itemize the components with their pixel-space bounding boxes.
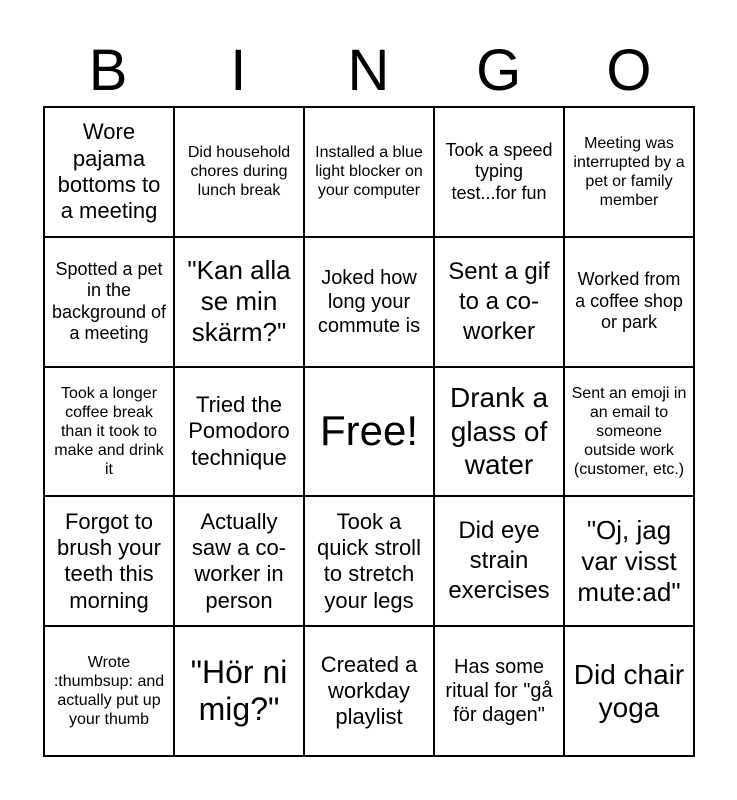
bingo-cell[interactable]: Wrote :thumbsup: and actually put up your thumb — [45, 627, 173, 755]
bingo-cell[interactable]: Meeting was interrupted by a pet or family member — [565, 108, 693, 236]
bingo-cell[interactable]: Forgot to brush your teeth this morning — [45, 497, 173, 625]
header-letter-o: O — [606, 38, 652, 103]
bingo-cell[interactable]: Actually saw a co-worker in person — [175, 497, 303, 625]
bingo-cell[interactable]: Sent an emoji in an email to someone outside work (customer, etc.) — [565, 368, 693, 496]
bingo-cell[interactable]: Took a longer coffee break than it took to make and drink it — [45, 368, 173, 496]
header-letter-n: N — [347, 38, 390, 103]
bingo-cell[interactable]: Wore pajama bottoms to a meeting — [45, 108, 173, 236]
header-letter-g: G — [476, 38, 522, 103]
bingo-cell[interactable]: Sent a gif to a co-worker — [435, 238, 563, 366]
bingo-cell[interactable]: Spotted a pet in the background of a meeting — [45, 238, 173, 366]
bingo-cell[interactable]: Joked how long your commute is — [305, 238, 433, 366]
bingo-cell[interactable]: Has some ritual for "gå för dagen" — [435, 627, 563, 755]
header-letter-i: I — [230, 38, 247, 103]
bingo-cell[interactable]: Did eye strain exercises — [435, 497, 563, 625]
bingo-cell[interactable]: Took a quick stroll to stretch your legs — [305, 497, 433, 625]
bingo-cell[interactable]: Did household chores during lunch break — [175, 108, 303, 236]
bingo-cell[interactable]: "Oj, jag var visst mute:ad" — [565, 497, 693, 625]
bingo-cell[interactable]: Took a speed typing test...for fun — [435, 108, 563, 236]
bingo-cell[interactable]: "Kan alla se min skärm?" — [175, 238, 303, 366]
bingo-cell[interactable]: Created a workday playlist — [305, 627, 433, 755]
bingo-cell[interactable]: Drank a glass of water — [435, 368, 563, 496]
bingo-board — [43, 106, 695, 757]
header-letter-b: B — [88, 38, 128, 103]
bingo-cell[interactable]: Worked from a coffee shop or park — [565, 238, 693, 366]
bingo-cell[interactable]: Installed a blue light blocker on your computer — [305, 108, 433, 236]
bingo-cell[interactable]: "Hör ni mig?" — [175, 627, 303, 755]
bingo-header — [43, 36, 694, 106]
bingo-cell[interactable]: Did chair yoga — [565, 627, 693, 755]
free-cell[interactable]: Free! — [305, 368, 433, 496]
bingo-cell[interactable]: Tried the Pomodoro technique — [175, 368, 303, 496]
